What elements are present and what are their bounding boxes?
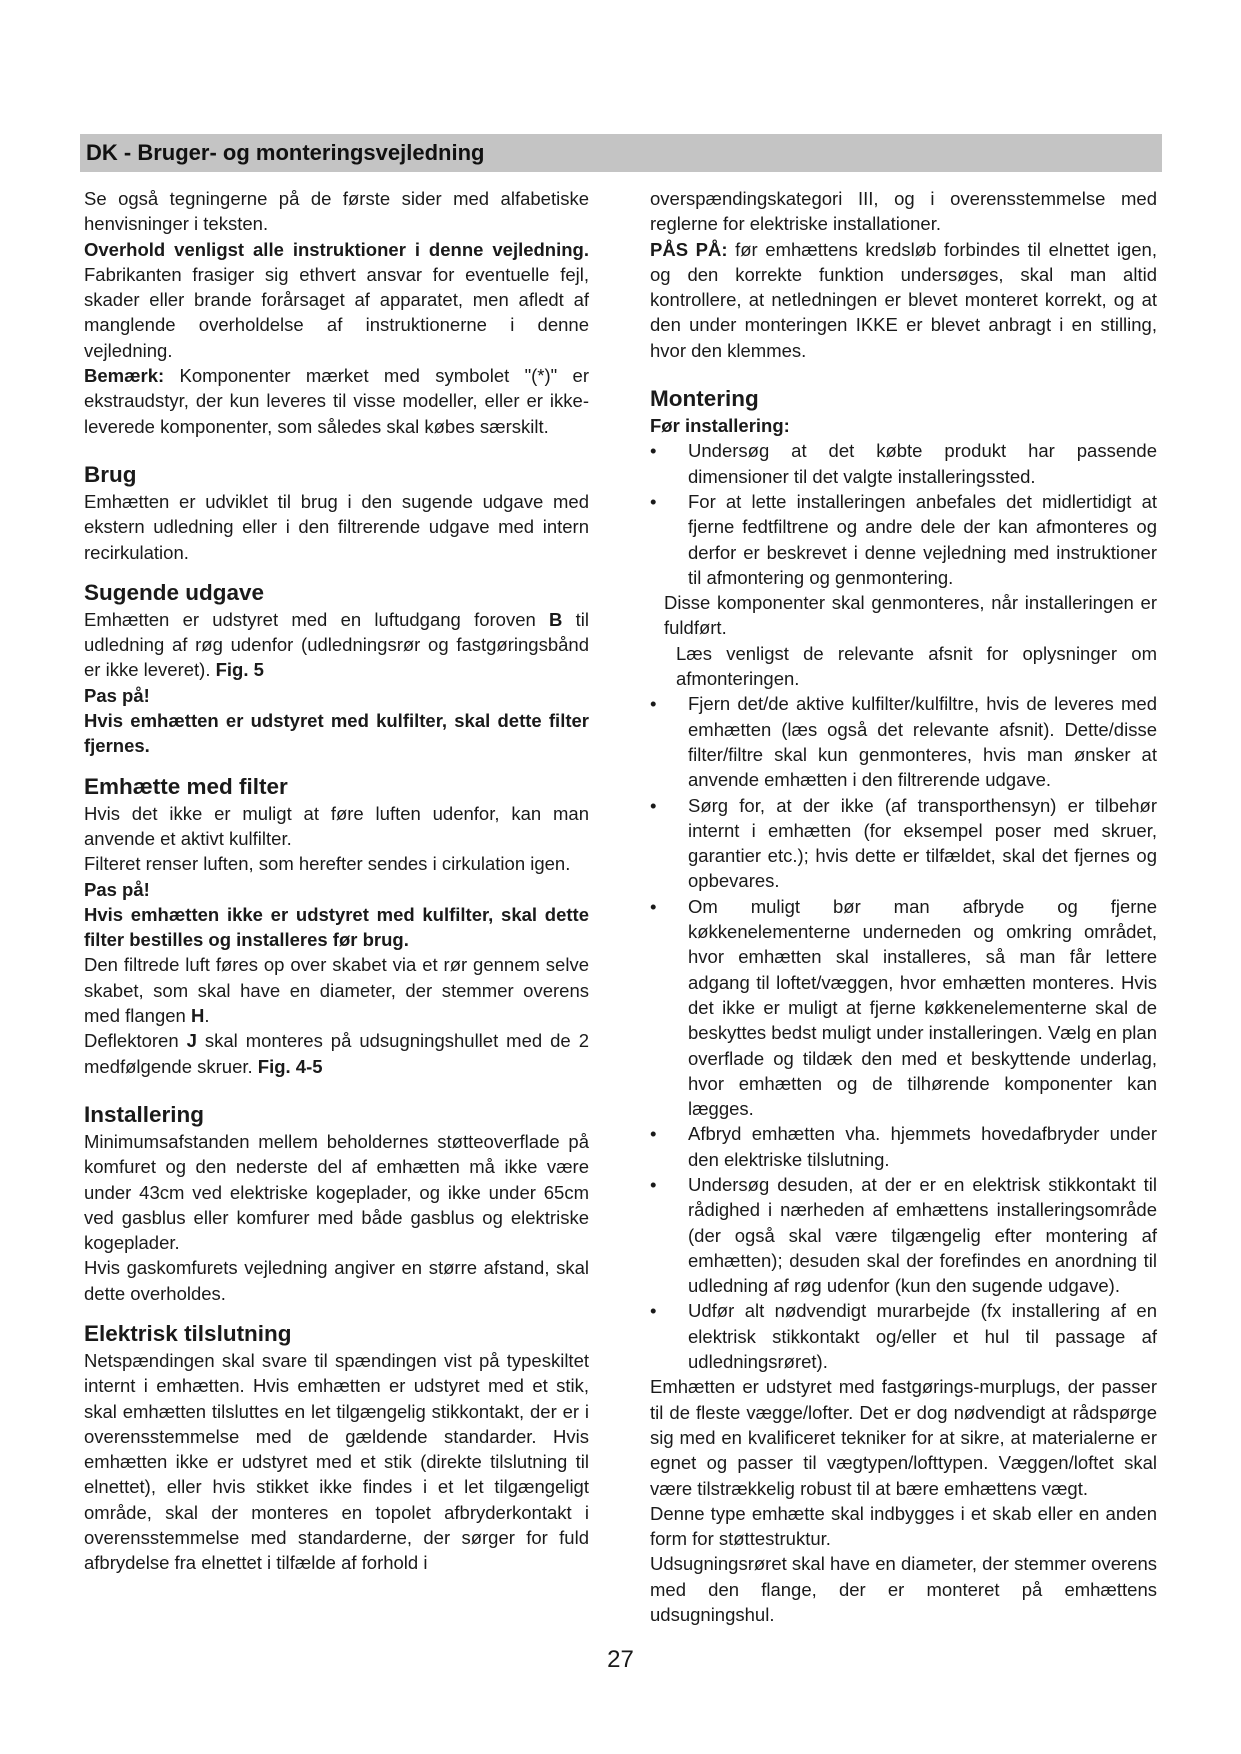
pas-paa-paragraph [650, 237, 1157, 363]
section-title-elektrisk: Elektrisk tilslutning [84, 1320, 292, 1346]
document-title: DK - Bruger- og monteringsvejledning [86, 140, 485, 165]
list-item: • Udfør alt nødvendigt murarbejde (fx installering af en elektrisk stikkontakt og/eller et hul til passage af udledningsrøret). [650, 1298, 1157, 1374]
figure-ref-4-5: Fig. 4-5 [257, 1055, 323, 1077]
montering-paragraph-3: Udsugningsrøret skal have en diameter, der stemmer overens med den flange, der er monteret på emhættens udsugningshul. [650, 1553, 1157, 1626]
right-column [650, 186, 1157, 1627]
montering-note-2: Læs venligst de relevante afsnit for oplysninger om afmonteringen. [676, 642, 1157, 690]
montering-paragraph-2: Denne type emhætte skal indbygges i et skab eller en anden form for støttestruktur. [650, 1502, 1157, 1550]
label-b: B [549, 608, 563, 630]
intro-note [84, 363, 589, 439]
list-item: • Sørg for, at der ikke (af transporthensyn) er tilbehør internt i emhætten (for eksempel poser med skruer, garantier etc.); hvis dette er tilfældet, skal det fjernes og opbevares. [650, 793, 1157, 894]
pas-paa-text: før emhættens kredsløb forbindes til elnettet igen, og den korrekte funktion undersøges, skal man altid kontrollere, at netledningen er blevet monteret korrekt, og at den under monteringen IKKE er blevet anbragt i en stilling, hvor den klemmes. [650, 238, 1157, 361]
filter-paragraph-5 [84, 952, 589, 1028]
filter-paragraph-6 [84, 1028, 589, 1079]
figure-ref-5: Fig. 5 [215, 659, 264, 681]
list-item: • Fjern det/de aktive kulfilter/kulfiltre, hvis de leveres med emhætten (læs også det relevante afsnit). Dette/disse filter/filtre skal kun genmonteres, hvis man ønsker at anvende emhætten i den filtrerende udgave. [650, 691, 1157, 792]
elektrisk-continued: overspændingskategori III, og i overensstemmelse med reglerne for elektriske installationer. [650, 188, 1157, 235]
montering-list-b [650, 691, 1157, 1374]
intro-disclaimer: Fabrikanten frasiger sig ethvert ansvar for eventuelle fejl, skader eller brande forårsaget af apparatet, men afledt af manglende overholdelse af instruktionerne i denne vejledning. [84, 263, 589, 361]
section-title-brug: Brug [84, 461, 137, 487]
montering-subtitle: Før installering: [650, 415, 790, 437]
intro-paragraph-1: Se også tegningerne på de første sider med alfabetiske henvisninger i teksten. [84, 188, 589, 235]
section-title-filter: Emhætte med filter [84, 773, 288, 799]
montering-list-a [650, 438, 1157, 590]
note-text: Komponenter mærket med symbolet "(*)" er ekstraudstyr, der kun leveres til visse modeller, eller er ikke-leverede komponenter, som således skal købes særskilt. [84, 365, 589, 437]
intro-paragraph-2 [84, 237, 589, 363]
filter-warning: Pas på! [84, 878, 150, 900]
montering-paragraph-1: Emhætten er udstyret med fastgørings-murplugs, der passer til de fleste vægge/lofter. Det er dog nødvendigt at rådspørge sig med en kvalificeret tekniker for at sikre, at materialerne er egnet og passer til vægtypen/lofttypen. Væggen/loftet skal være tilstrækkelig robust til at bære emhættens vægt. [650, 1376, 1157, 1499]
brug-paragraph: Emhætten er udviklet til brug i den sugende udgave med ekstern udledning eller i den filtrerende udgave med intern recirkulation. [84, 490, 589, 563]
page-number: 27 [607, 1646, 634, 1673]
pas-paa-label: PÅS PÅ: [650, 238, 728, 260]
sugende-text-a: Emhætten er udstyret med en luftudgang foroven [84, 608, 550, 630]
deflector-text-c: skal monteres på udsugningshullet med de 2 medfølgende skruer. [84, 1030, 589, 1077]
filter-paragraph-1: Hvis det ikke er muligt at føre luften udenfor, kan man anvende et aktivt kulfilter. [84, 802, 589, 849]
document-header [80, 134, 1162, 172]
sugende-warning: Pas på! [84, 684, 150, 706]
filter-text-a: Den filtrede luft føres op over skabet via et rør gennem selve skabet, som skal have en diameter, der stemmer overens med flangen [84, 954, 589, 1027]
list-item: • Afbryd emhætten vha. hjemmets hovedafbryder under den elektriske tilslutning. [650, 1121, 1157, 1172]
left-column [84, 186, 589, 1576]
installering-paragraph-2: Hvis gaskomfurets vejledning angiver en større afstand, skal dette overholdes. [84, 1257, 589, 1304]
section-title-sugende: Sugende udgave [84, 579, 265, 605]
list-item: • Om muligt bør man afbryde og fjerne køkkenelementerne underneden og omkring området, hvor emhætten skal installeres, så man får lettere adgang til loftet/væggen, hvor emhætten monteres. Hvis det ikke er muligt at fjerne køkkenelementerne skal de beskyttes bedst muligt under installeringen. Vælg en plan overflade og tildæk den med et beskyttende underlag, hvor emhætten og de tilhørende komponenter kan lægges. [650, 894, 1157, 1122]
section-title-installering: Installering [84, 1101, 205, 1127]
sugende-warning-text: Hvis emhætten er udstyret med kulfilter, skal dette filter fjernes. [84, 710, 589, 757]
sugende-text-c: til udledning af røg udenfor (udledningsrør og fastgøringsbånd er ikke leveret). [84, 608, 590, 681]
filter-paragraph-2: Filteret renser luften, som herefter sendes i cirkulation igen. [84, 853, 571, 875]
montering-note-1: Disse komponenter skal genmonteres, når installeringen er fuldført. [664, 592, 1157, 639]
deflector-text-a: Deflektoren [84, 1030, 187, 1052]
elektrisk-paragraph: Netspændingen skal svare til spændingen vist på typeskiltet internt i emhætten. Hvis emhætten er udstyret med et stik, skal emhætten tilsluttes en let tilgængelig stikkontakt, der er i overensstemmelse med de gældende standarder. Hvis emhætten ikke er udstyret med et stik (direkte tilslutning til elnettet), eller hvis stikket ikke findes i et let tilgængeligt område, skal der monteres en topolet afbryderkontakt i overensstemmelse med standarderne, der sørger for fuld afbrydelse fra elnettet i tilfælde af forhold i [84, 1349, 589, 1574]
note-label: Bemærk: [84, 365, 165, 387]
label-h: H [190, 1005, 205, 1027]
sugende-paragraph [84, 607, 589, 683]
section-title-montering: Montering [650, 386, 759, 412]
list-item: • For at lette installeringen anbefales det midlertidigt at fjerne fedtfiltrene og andre dele der kan afmonteres og derfor er beskrevet i denne vejledning med instruktioner til afmontering og genmontering. [650, 489, 1157, 590]
label-j: J [186, 1030, 197, 1052]
list-item: • Undersøg desuden, at der er en elektrisk stikkontakt til rådighed i nærheden af emhættens installeringsområde (der også skal være tilgængelig efter montering af emhætten); desuden skal der forefindes en anordning til udledning af røg udenfor (kun den sugende udgave). [650, 1172, 1157, 1298]
filter-text-c: . [204, 1005, 210, 1027]
filter-warning-text: Hvis emhætten ikke er udstyret med kulfilter, skal dette filter bestilles og installeres før brug. [84, 903, 589, 951]
intro-instruction-bold: Overhold venligst alle instruktioner i denne vejledning. [84, 238, 589, 260]
list-item: • Undersøg at det købte produkt har passende dimensioner til det valgte installeringssted. [650, 438, 1157, 489]
installering-paragraph-1: Minimumsafstanden mellem beholdernes støtteoverflade på komfuret og den nederste del af emhætten må ikke være under 43cm ved elektriske kogeplader, og ikke under 65cm ved gasblus eller komfurer med både gasblus og elektriske kogeplader. [84, 1130, 589, 1254]
